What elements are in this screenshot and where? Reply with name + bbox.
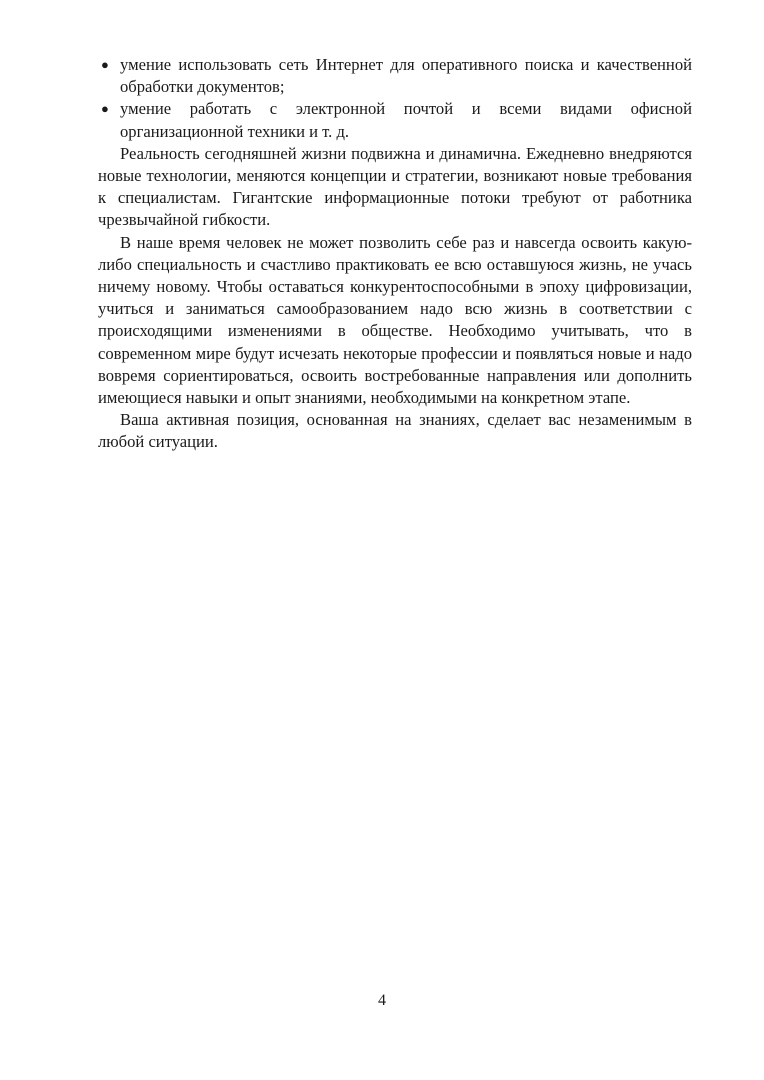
bullet-icon: ● [101, 101, 109, 117]
paragraph: В наше время человек не может позволить себе раз и навсегда освоить какую-либо специальность и счастливо практиковать ее всю оставшуюся жизнь, не учась ничему новому. Чтобы оставаться конкурентоспособными в эпоху цифровизации, учиться и заниматься самообразованием надо всю жизнь в соответствии с происходящими изменениями в обществе. Необходимо учитывать, что в современном мире будут исчезать некоторые профессии и появляться новые и надо вовремя сориентироваться, освоить востребованные направления или дополнить имеющиеся навыки и опыт знаниями, необходимыми на конкретном этапе. [98, 232, 692, 408]
paragraph: Реальность сегодняшней жизни подвижна и динамична. Ежедневно внедряются новые технологии, меняются концепции и стратегии, возникают новые требования к специалистам. Гигантские информационные потоки требуют от работника чрезвычайной гибкости. [98, 143, 692, 230]
document-page [98, 54, 692, 454]
list-item-text: умение использовать сеть Интернет для оперативного поиска и качественной обработки документов; [120, 55, 692, 97]
list-item [98, 98, 692, 142]
bullet-icon: ● [101, 57, 109, 72]
bullet-list [98, 54, 692, 143]
page-number: 4 [378, 992, 386, 1009]
list-item [98, 54, 692, 98]
paragraph: Ваша активная позиция, основанная на знаниях, сделает вас незаменимым в любой ситуации. [98, 410, 692, 452]
list-item-text: умение работать с электронной почтой и всеми видами офисной организационной техники и т. д. [120, 99, 692, 141]
